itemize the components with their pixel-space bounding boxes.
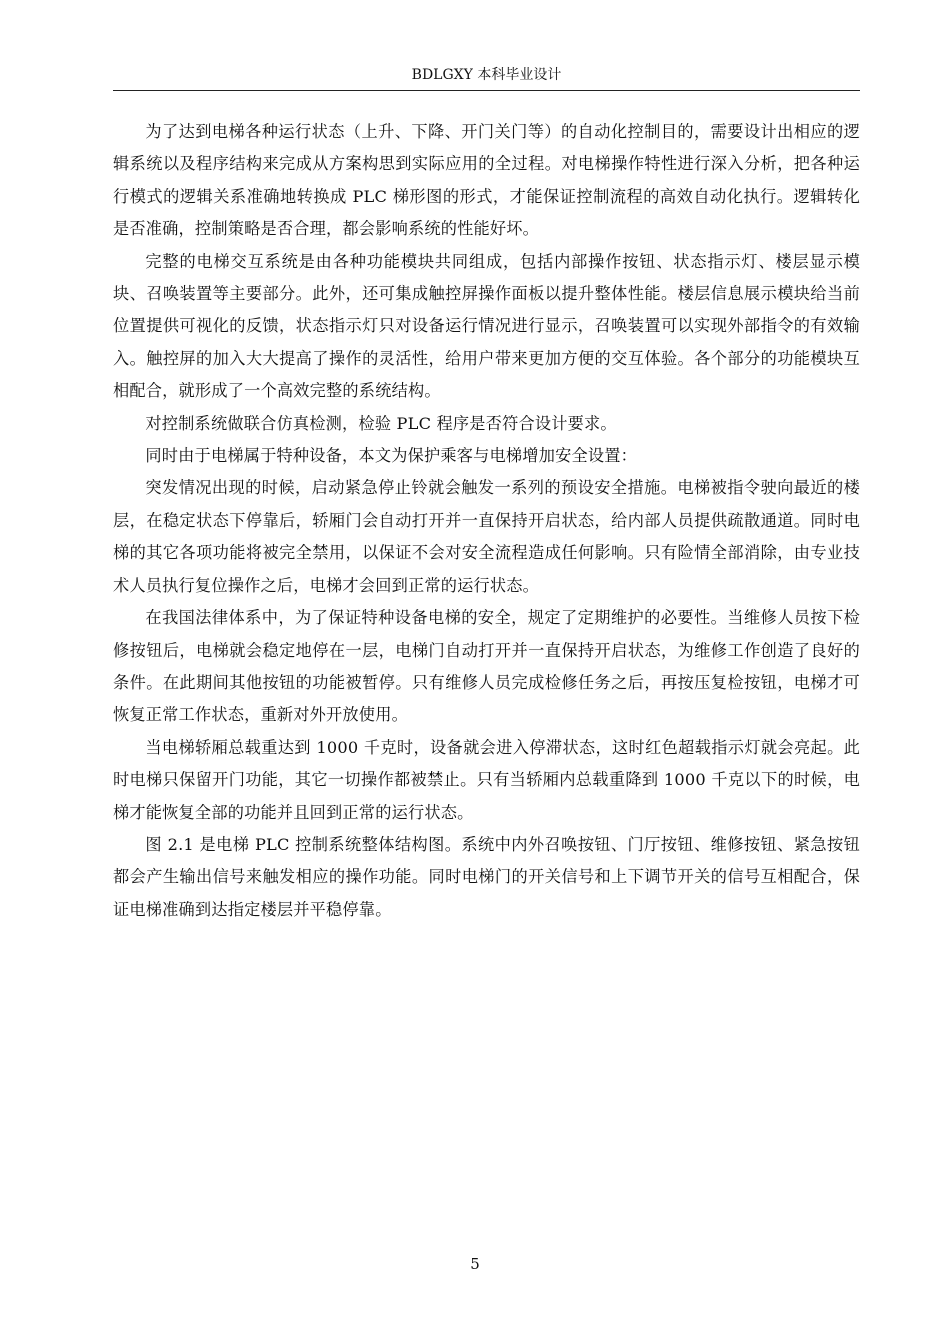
page-header: [113, 64, 860, 91]
header-title: BDLGXY 本科毕业设计: [411, 67, 562, 83]
paragraph: 完整的电梯交互系统是由各种功能模块共同组成，包括内部操作按钮、状态指示灯、楼层显示模块、召唤装置等主要部分。此外，还可集成触控屏操作面板以提升整体性能。楼层信息展示模块给当前位置提供可视化的反馈，状态指示灯只对设备运行情况进行显示，召唤装置可以实现外部指令的有效输入。触控屏的加入大大提高了操作的灵活性，给用户带来更加方便的交互体验。各个部分的功能模块互相配合，就形成了一个高效完整的系统结构。: [113, 251, 860, 401]
paragraph: 当电梯轿厢总载重达到 1000 千克时，设备就会进入停滞状态，这时红色超载指示灯就会亮起。此时电梯只保留开门功能，其它一切操作都被禁止。只有当轿厢内总载重降到 1000 千克以下的时候，电梯才能恢复全部的功能并且回到正常的运行状态。: [113, 737, 860, 822]
page-footer: [0, 1254, 950, 1274]
paragraph: 在我国法律体系中，为了保证特种设备电梯的安全，规定了定期维护的必要性。当维修人员按下检修按钮后，电梯就会稳定地停在一层，电梯门自动打开并一直保持开启状态，为维修工作创造了良好的条件。在此期间其他按钮的功能被暂停。只有维修人员完成检修任务之后，再按压复检按钮，电梯才可恢复正常工作状态，重新对外开放使用。: [113, 608, 860, 725]
page-number: 5: [470, 1255, 480, 1273]
paragraph: 图 2.1 是电梯 PLC 控制系统整体结构图。系统中内外召唤按钮、门厅按钮、维修按钮、紧急按钮都会产生输出信号来触发相应的操作功能。同时电梯门的开关信号和上下调节开关的信号互相配合，保证电梯准确到达指定楼层并平稳停靠。: [113, 834, 860, 919]
paragraph: 为了达到电梯各种运行状态（上升、下降、开门关门等）的自动化控制目的，需要设计出相应的逻辑系统以及程序结构来完成从方案构思到实际应用的全过程。对电梯操作特性进行深入分析，把各种运行模式的逻辑关系准确地转换成 PLC 梯形图的形式，才能保证控制流程的高效自动化执行。逻辑转化是否准确，控制策略是否合理，都会影响系统的性能好坏。: [113, 122, 860, 239]
document-body: [113, 116, 860, 926]
paragraph: 突发情况出现的时候，启动紧急停止铃就会触发一系列的预设安全措施。电梯被指令驶向最近的楼层，在稳定状态下停靠后，轿厢门会自动打开并一直保持开启状态，给内部人员提供疏散通道。同时电梯的其它各项功能将被完全禁用，以保证不会对安全流程造成任何影响。只有险情全部消除，由专业技术人员执行复位操作之后，电梯才会回到正常的运行状态。: [113, 478, 860, 595]
paragraph: 同时由于电梯属于特种设备，本文为保护乘客与电梯增加安全设置：: [145, 446, 638, 466]
paragraph: 对控制系统做联合仿真检测，检验 PLC 程序是否符合设计要求。: [145, 413, 617, 433]
